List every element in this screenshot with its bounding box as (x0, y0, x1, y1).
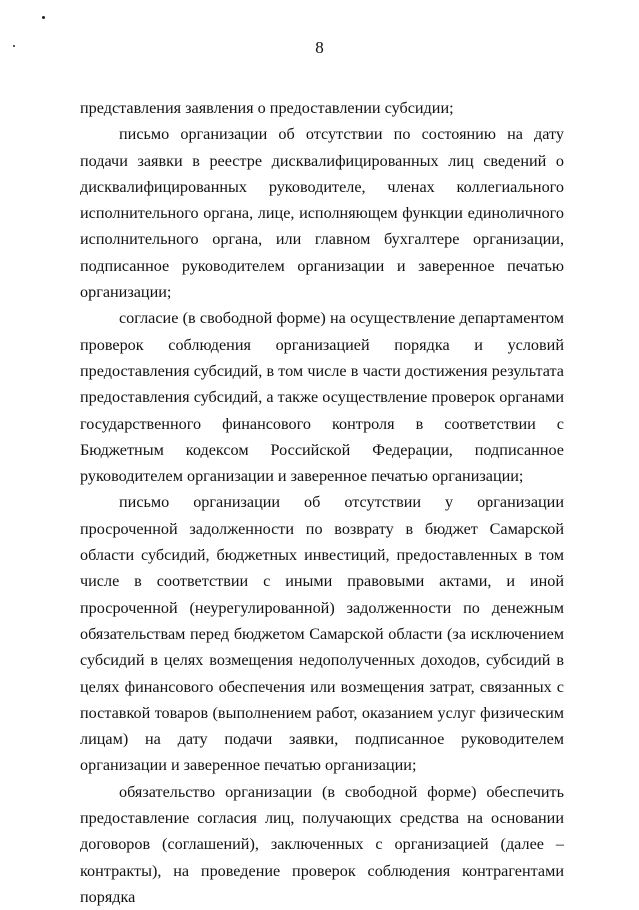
paragraph-no-overdue-debt-letter: письмо организации об отсутствии у организации просроченной задолженности по возврату в бюджет Самарской области субсидий, бюджетных инвестиций, предоставленных в том числе в соответствии с иными правовыми актами, и иной просроченной (неурегулированной) задолженности по денежным обязательствам перед бюджетом Самарской области (за исключением субсидий в целях возмещения недополученных доходов, субсидий в целях финансового обеспечения или возмещения затрат, связанных с поставкой товаров (выполнением работ, оказанием услуг физическим лицам) на дату подачи заявки, подписанное руководителем организации и заверенное печатью организации; (80, 493, 564, 775)
scan-artifact-dot (42, 16, 45, 19)
paragraph-disqualified-registry-letter: письмо организации об отсутствии по состоянию на дату подачи заявки в реестре дисквалифицированных лиц сведений о дисквалифицированных руководителе, членах коллегиального исполнительного органа, лице, исполняющем функции единоличного исполнительного органа, или главном бухгалтере организации, подписанное руководителем организации и заверенное печатью организации; (80, 125, 564, 302)
document-body (80, 95, 564, 910)
paragraph-contractor-consent-obligation: обязательство организации (в свободной форме) обеспечить предоставление согласия лиц, получающих средства на основании договоров (соглашений), заключенных с организацией (далее – контракты), на проведение проверок соблюдения контрагентами порядка (80, 782, 564, 906)
page-number: 8 (315, 38, 324, 57)
paragraph-inspection-consent: согласие (в свободной форме) на осуществление департаментом проверок соблюдения организацией порядка и условий предоставления субсидий, в том числе в части достижения результата предоставления субсидий, а также осуществление проверок органами государственного финансового контроля в соответствии с Бюджетным кодексом Российской Федерации, подписанное руководителем организации и заверенное печатью организации; (80, 309, 564, 486)
paragraph-continuation: представления заявления о предоставлении субсидии; (80, 99, 454, 117)
